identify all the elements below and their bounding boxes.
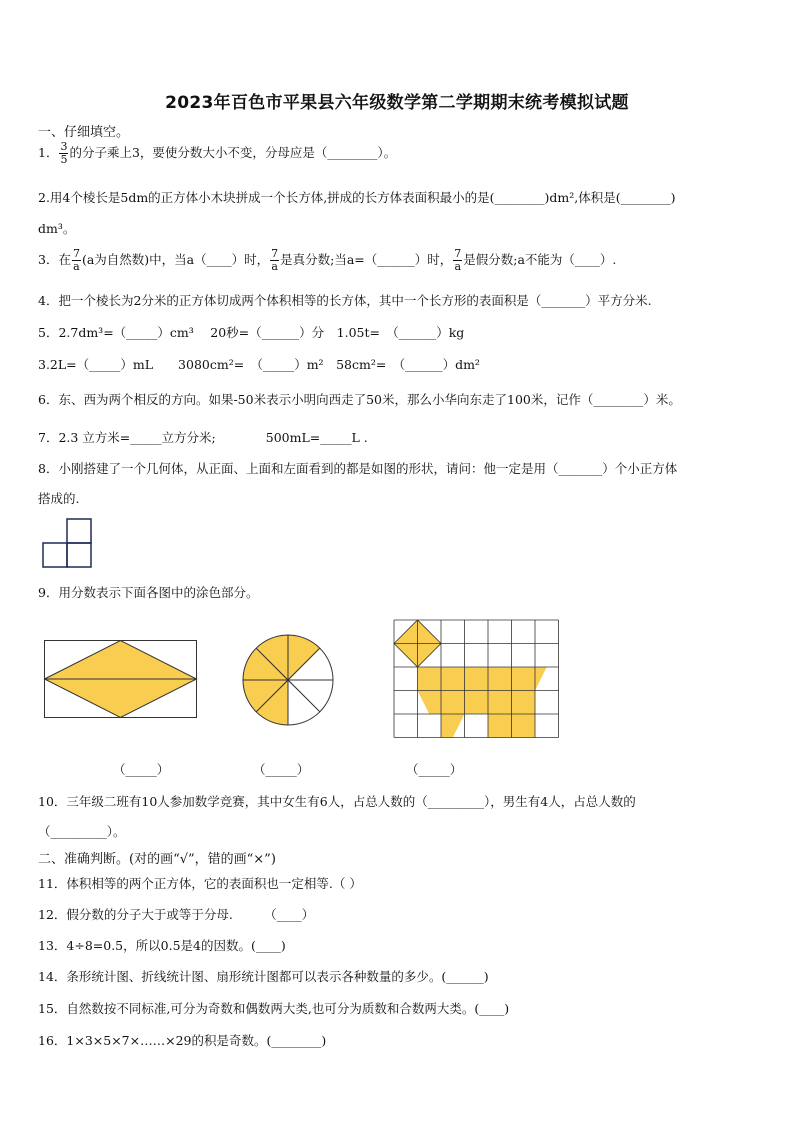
fraction-7-a: [72, 248, 81, 273]
fraction-numerator: 3: [60, 140, 68, 153]
question-14: 14．条形统计图、折线统计图、扇形统计图都可以表示各种数量的多少。(______): [38, 969, 489, 984]
answer-blank-grid[interactable]: （_____）: [406, 762, 463, 777]
question-3: [38, 248, 616, 273]
question-5-line-1: 5．2.7dm³=（_____）cm³ 20秒=（______）分 1.05t= （______）kg: [38, 325, 465, 340]
section-2-heading: 二、准确判断。(对的画“√”，错的画“×”): [38, 852, 276, 867]
question-13: 13．4÷8=0.5，所以0.5是4的因数。(____): [38, 938, 286, 953]
question-1: [38, 141, 396, 166]
fraction-numerator: 7: [72, 247, 80, 260]
question-9: 9．用分数表示下面各图中的涂色部分。: [38, 585, 259, 600]
fraction-denominator: 5: [60, 153, 68, 166]
question-15: 15．自然数按不同标准,可分为奇数和偶数两大类,也可分为质数和合数两大类。(____): [38, 1001, 510, 1016]
fraction-7-a: [453, 248, 462, 273]
fraction-numerator: 7: [271, 247, 279, 260]
question-2-line-1: 2.用4个棱长是5dm的正方体小木块拼成一个长方体,拼成的长方体表面积最小的是(________)dm²,体积是(________): [38, 190, 676, 205]
fraction-denominator: a: [271, 260, 278, 273]
question-3-part-3: 是真分数;当a=（______）时，: [280, 252, 453, 267]
fraction-denominator: a: [454, 260, 462, 273]
question-7: 7．2.3 立方米=_____立方分米; 500mL=_____L .: [38, 430, 368, 445]
question-10-line-1: 10．三年级二班有10人参加数学竞赛，其中女生有6人，占总人数的（_________），男生有4人，占总人数的: [38, 794, 636, 809]
section-1-heading: 一、仔细填空。: [38, 125, 130, 140]
question-3-part-4: 是假分数;a不能为（____）.: [463, 252, 617, 267]
question-8-line-1: 8．小刚搭建了一个几何体，从正面、上面和左面看到的都是如图的形状，请问：他一定是用（_______）个小正方体: [38, 461, 678, 476]
grid-shape-figure: [393, 619, 559, 739]
answer-blank-circle[interactable]: （_____）: [253, 762, 310, 777]
question-1-text: 的分子乘上3，要使分数大小不变，分母应是（________）。: [69, 145, 397, 160]
question-12: 12．假分数的分子大于或等于分母. （____）: [38, 907, 315, 922]
rectangle-rhombus-figure: [44, 640, 198, 718]
question-5-line-2: 3.2L=（_____）mL 3080cm²= （_____）m² 58cm²= （______）dm²: [38, 357, 480, 372]
answer-blank-rectangle[interactable]: （_____）: [113, 762, 170, 777]
question-4: 4．把一个棱长为2分米的正方体切成两个体积相等的长方体，其中一个长方形的表面积是（_______）平方分米.: [38, 293, 652, 308]
fraction-3-5: [59, 141, 68, 166]
page-title: 2023年百色市平果县六年级数学第二学期期末统考模拟试题: [165, 93, 629, 113]
question-3-part-2: (a为自然数)中，当a（____）时，: [81, 252, 270, 267]
question-10-line-2: （_________）。: [38, 824, 126, 839]
question-6: 6．东、西为两个相反的方向。如果-50米表示小明向西走了50米，那么小华向东走了100米，记作（________）米。: [38, 392, 681, 407]
question-11: 11．体积相等的两个正方体，它的表面积也一定相等.（ ）: [38, 876, 362, 891]
fraction-7-a: [270, 248, 279, 273]
question-1-number: 1．: [38, 145, 59, 160]
question-16: 16．1×3×5×7×……×29的积是奇数。(________): [38, 1033, 327, 1048]
fraction-denominator: a: [73, 260, 80, 273]
question-2-line-2: dm³。: [38, 221, 76, 236]
question-8-line-2: 搭成的.: [38, 491, 80, 506]
three-view-figure: [42, 518, 94, 568]
question-3-part-1: 3．在: [38, 252, 71, 267]
fraction-numerator: 7: [454, 247, 462, 260]
circle-sectors-figure: [241, 633, 335, 727]
